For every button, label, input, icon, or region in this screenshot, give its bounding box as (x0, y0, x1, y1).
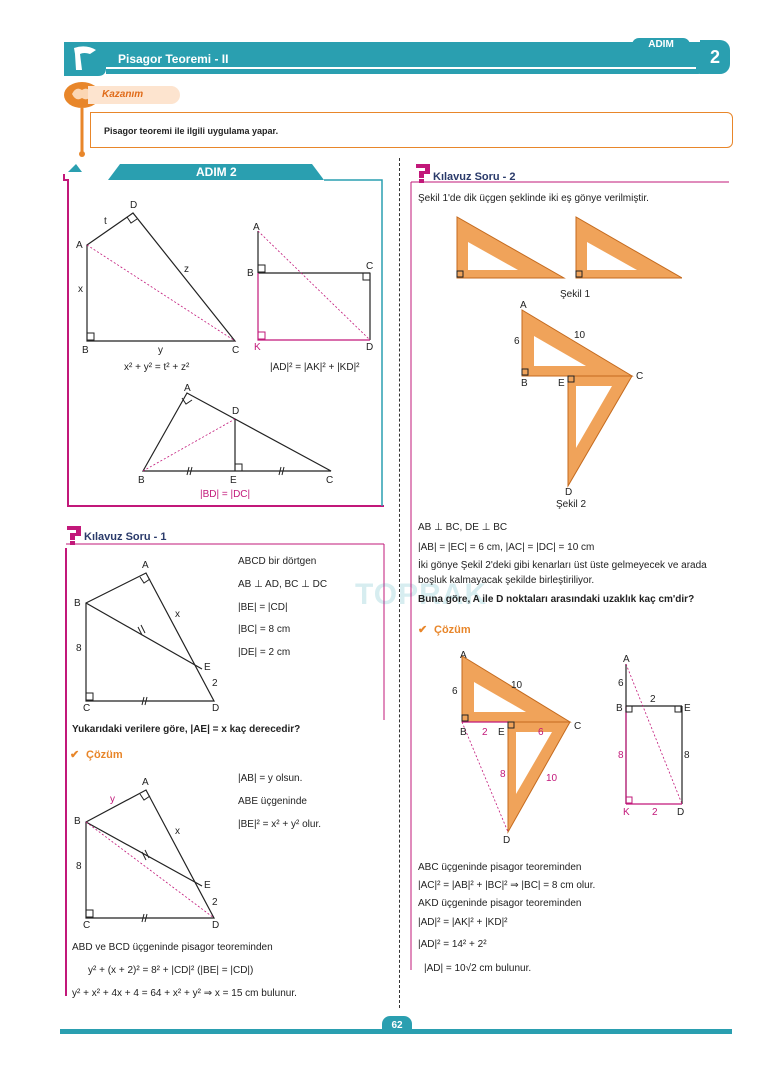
k2-sol-line-2: |AC|² = |AB|² + |BC|² ⇒ |BC| = 8 cm olur. (418, 880, 596, 891)
rect-label-D: D (677, 807, 685, 818)
fig3-label-C: C (326, 475, 334, 486)
k1-sol-bottom-1: ABD ve BCD üçgeninde pisagor teoreminden (72, 942, 273, 953)
k2-sol-line-6: |AD| = 10√2 cm bulunur. (424, 963, 532, 974)
sekil2-label-10: 10 (574, 330, 586, 341)
k2-intro: Şekil 1'de dik üçgen şeklinde iki eş gönye verilmiştir. (418, 193, 649, 204)
k1-given-4: |BC| = 8 cm (238, 624, 291, 635)
fig2-rectangle (250, 225, 380, 350)
k1-sol-label-8: 8 (76, 861, 82, 872)
k1-solve-label: Çözüm (86, 749, 123, 761)
k2-question: Buna göre, A ile D noktaları arasındaki uzaklık kaç cm'dir? (418, 594, 695, 605)
k2-given-4: boşluk kalmayacak şekilde birleştiriliyor. (418, 575, 595, 586)
k1-label-2: 2 (212, 678, 218, 689)
k2-sol-label-6b: 6 (538, 727, 544, 738)
k2-sol-label-C: C (574, 721, 582, 732)
fig1-label-x: x (78, 284, 83, 295)
k2-sol-line-1: ABC üçgeninde pisagor teoreminden (418, 862, 582, 873)
fig1-label-A: A (76, 240, 83, 251)
k2-sol-label-10: 10 (511, 680, 523, 691)
rect-label-8: 8 (618, 750, 624, 761)
k2-solve-label: Çözüm (434, 624, 471, 636)
sekil2-label-D: D (565, 487, 573, 498)
fig3-triangle (135, 385, 340, 480)
rect-label-B: B (616, 703, 623, 714)
fig2-label-A: A (253, 222, 260, 233)
k1-label-D: D (212, 703, 220, 714)
k2-solution-rectangle (618, 660, 690, 810)
fig3-label-E: E (230, 475, 237, 486)
k1-given-5: |DE| = 2 cm (238, 647, 291, 658)
fig3-label-B: B (138, 475, 145, 486)
sekil1-caption: Şekil 1 (560, 289, 591, 300)
kazanim-label: Kazanım (102, 89, 144, 100)
k1-figure (78, 565, 223, 715)
k1-sol-label-A: A (142, 777, 149, 788)
k2-solve-check-icon: ✔ (418, 624, 428, 636)
k1-solve-check-icon: ✔ (70, 749, 80, 761)
k1-sol-line-1: |AB| = y olsun. (238, 773, 303, 784)
fig3-label-D: D (232, 406, 240, 417)
k1-label-B: B (74, 598, 81, 609)
fig3-label-A: A (184, 383, 191, 394)
adim2-title: ADIM 2 (196, 165, 237, 179)
fig3-formula: |BD| = |DC| (200, 489, 251, 500)
k1-sol-label-E: E (204, 880, 211, 891)
fig1-label-C: C (232, 345, 240, 356)
kazanim-text: Pisagor teoremi ile ilgili uygulama yapar. (104, 126, 279, 136)
k1-sol-label-C: C (83, 920, 91, 931)
fig2-label-C: C (366, 261, 374, 272)
watermark: TOPRAK (355, 578, 488, 611)
k2-sol-line-3: AKD üçgeninde pisagor teoreminden (418, 898, 582, 909)
fig2-label-D: D (366, 342, 374, 353)
k2-given-3: İki gönye Şekil 2'deki gibi kenarları üst üste gelmeyecek ve arada (418, 560, 707, 571)
k1-sol-bottom-3: y² + x² + 4x + 4 = 64 + x² + y² ⇒ x = 15 cm bulunur. (72, 988, 297, 999)
k1-given-3: |BE| = |CD| (238, 602, 288, 613)
k2-sol-line-5: |AD|² = 14² + 2² (418, 939, 487, 950)
fig1-label-B: B (82, 345, 89, 356)
k1-sol-label-D: D (212, 920, 220, 931)
k1-label-A: A (142, 560, 149, 571)
k2-given-2: |AB| = |EC| = 6 cm, |AC| = |DC| = 10 cm (418, 542, 595, 553)
fig2-label-K: K (254, 342, 261, 353)
rect-label-8b: 8 (684, 750, 690, 761)
k1-sol-line-2: ABE üçgeninde (238, 796, 307, 807)
page-title: Pisagor Teoremi - II (118, 52, 229, 66)
k2-sol-label-A: A (460, 650, 467, 661)
sekil2-label-A: A (520, 300, 527, 311)
adim-number: 2 (700, 40, 730, 74)
k1-sol-line-3: |BE|² = x² + y² olur. (238, 819, 321, 830)
k1-sol-bottom-2: y² + (x + 2)² = 8² + |CD|² (|BE| = |CD|) (88, 965, 254, 976)
k2-sol-label-2: 2 (482, 727, 488, 738)
sekil2-caption: Şekil 2 (556, 499, 587, 510)
rect-label-6: 6 (618, 678, 624, 689)
fig1-label-y: y (158, 345, 163, 356)
sekil2-label-C: C (636, 371, 644, 382)
rect-label-K: K (623, 807, 630, 818)
k1-given-2: AB ⊥ AD, BC ⊥ DC (238, 579, 328, 590)
fig1-label-D: D (130, 200, 138, 211)
k1-label-E: E (204, 662, 211, 673)
rect-label-E: E (684, 703, 691, 714)
k2-title: Kılavuz Soru - 2 (433, 171, 516, 183)
fig2-formula: |AD|² = |AK|² + |KD|² (270, 362, 360, 373)
sekil2-label-6: 6 (514, 336, 520, 347)
sekil1-set-squares (452, 212, 682, 282)
k2-sol-label-8: 8 (500, 769, 506, 780)
k1-question: Yukarıdaki verilere göre, |AE| = x kaç derecedir? (72, 724, 301, 735)
k1-label-C: C (83, 703, 91, 714)
k1-sol-label-x: x (175, 826, 180, 837)
k2-sol-line-4: |AD|² = |AK|² + |KD|² (418, 917, 508, 928)
k2-sol-label-E: E (498, 727, 505, 738)
k1-label-x: x (175, 609, 180, 620)
fig1-quadrilateral (75, 195, 250, 365)
rect-label-2b: 2 (652, 807, 658, 818)
k1-sol-label-B: B (74, 816, 81, 827)
rect-label-A: A (623, 654, 630, 665)
k2-sol-label-D: D (503, 835, 511, 846)
rect-label-2: 2 (650, 694, 656, 705)
sekil2-label-B: B (521, 378, 528, 389)
k1-solution-figure (78, 782, 223, 930)
sekil2-label-E: E (558, 378, 565, 389)
fig1-label-z: z (184, 264, 189, 275)
fig2-label-B: B (247, 268, 254, 279)
k2-given-1: AB ⊥ BC, DE ⊥ BC (418, 522, 508, 533)
k2-sol-label-B: B (460, 727, 467, 738)
k1-label-8: 8 (76, 643, 82, 654)
k1-sol-label-2: 2 (212, 897, 218, 908)
k1-title: Kılavuz Soru - 1 (84, 531, 167, 543)
adim-tag: ADIM (632, 38, 690, 52)
k2-sol-label-10b: 10 (546, 773, 558, 784)
fig1-label-t: t (104, 216, 107, 227)
k1-sol-label-y: y (110, 794, 115, 805)
k1-given-1: ABCD bir dörtgen (238, 556, 317, 567)
fig1-formula: x² + y² = t² + z² (124, 362, 190, 373)
k2-sol-label-6: 6 (452, 686, 458, 697)
page-number: 62 (382, 1016, 412, 1034)
